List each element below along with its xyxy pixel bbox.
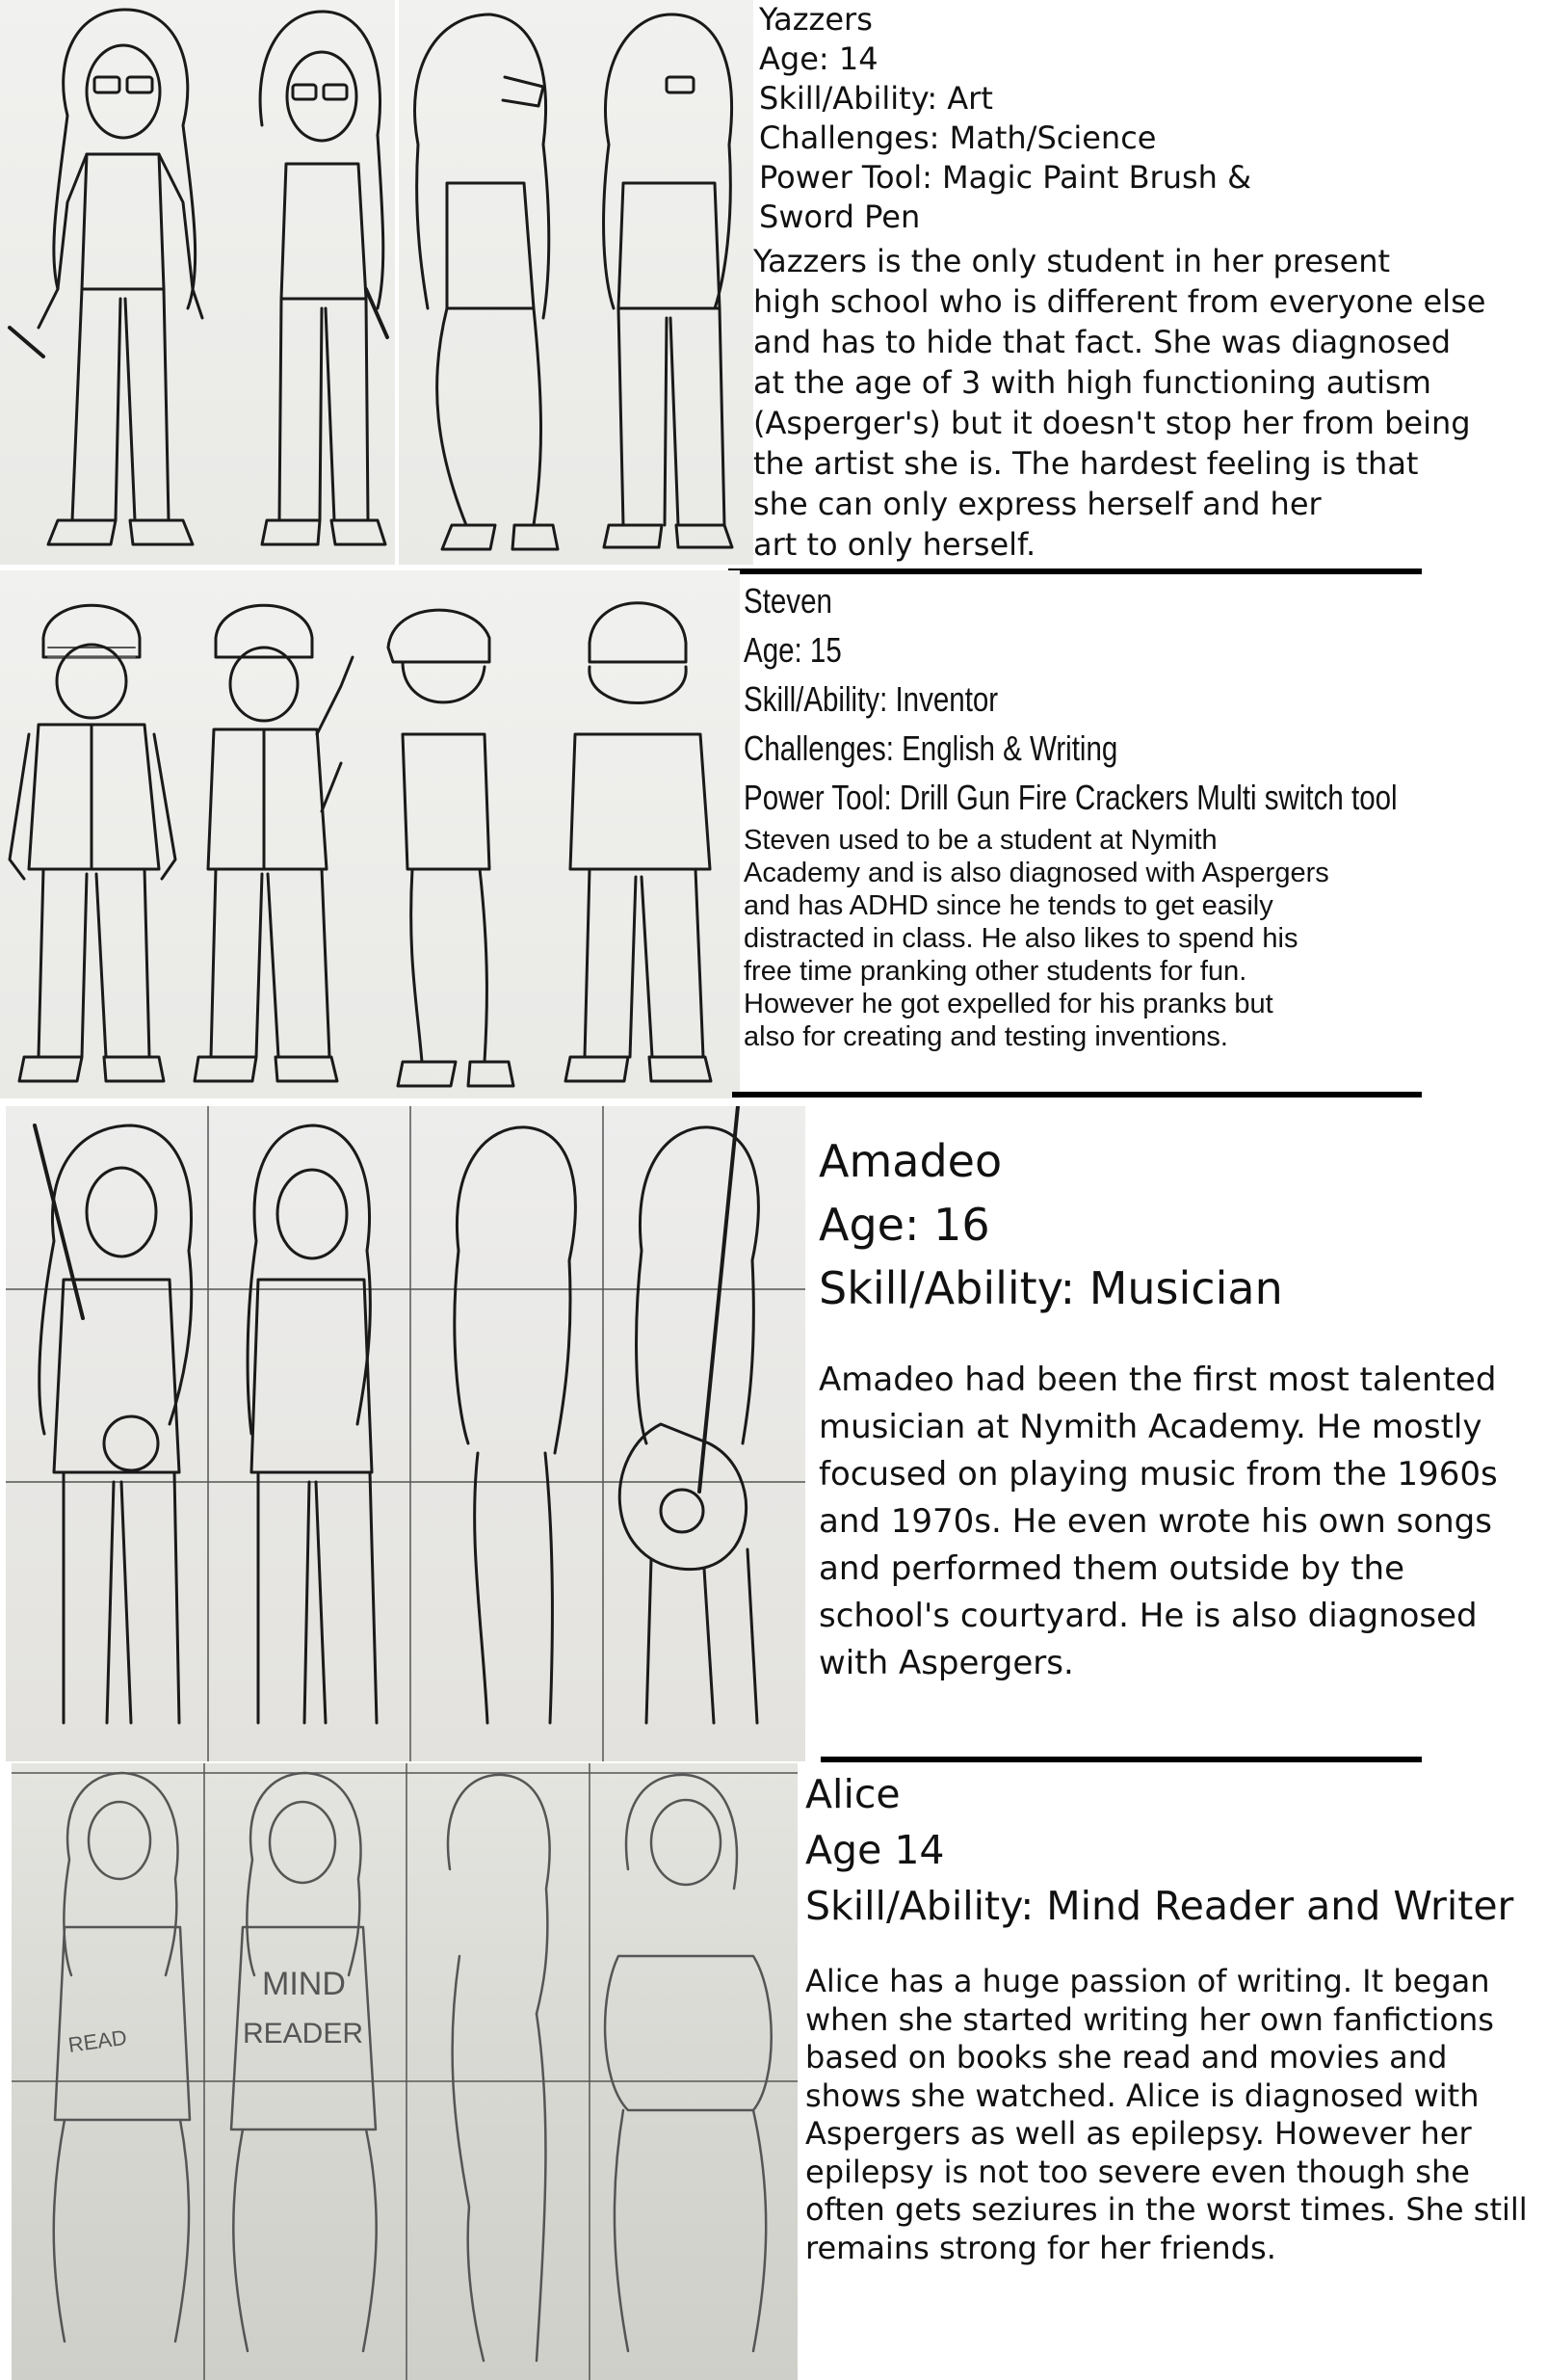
character-bio [744, 824, 1543, 1053]
yazzers-sketch-side [399, 0, 570, 565]
character-bio [819, 1357, 1541, 1687]
character-challenges: Challenges: Math/Science [759, 119, 1157, 156]
bio-line: often gets seziures in the worst times. She still [805, 2191, 1528, 2228]
bio-line: she can only express herself and her [753, 486, 1322, 522]
bio-line: Aspergers as well as epilepsy. However her [805, 2115, 1472, 2152]
bio-line: free time pranking other students for fun. [744, 956, 1247, 987]
steven-figure-side-drawing [364, 570, 532, 1098]
steven-sketch-4 [532, 570, 740, 1098]
bio-line: based on books she read and movies and [805, 2039, 1448, 2076]
character-skill: Skill/Ability: Art [759, 80, 993, 117]
yazzers-sketch-front-right [243, 0, 395, 565]
bio-line: focused on playing music from the 1960s [819, 1455, 1498, 1494]
yazzers-figure-front-drawing [0, 0, 243, 565]
bio-line: distracted in class. He also likes to spend his [744, 923, 1298, 954]
bio-line: when she started writing her own fanfictions [805, 2000, 1494, 2038]
character-skill: Skill/Ability: Musician [819, 1262, 1283, 1314]
character-name: Yazzers [759, 1, 873, 38]
bio-line: musician at Nymith Academy. He mostly [819, 1408, 1482, 1446]
yazzers-figure-side-drawing [399, 0, 570, 565]
alice-figures-drawing [12, 1763, 798, 2380]
bio-line: Steven used to be a student at Nymith [744, 825, 1218, 856]
bio-line: Amadeo had been the first most talented [819, 1361, 1497, 1399]
bio-line: and has ADHD since he tends to get easily [744, 890, 1273, 921]
amadeo-profile [819, 1129, 1541, 1687]
amadeo-figures-drawing [6, 1106, 805, 1761]
character-power-tool: Power Tool: Drill Gun Fire Crackers Multi switch tool [744, 778, 1398, 817]
alice-profile [805, 1766, 1547, 2267]
bio-line: However he got expelled for his pranks but [744, 989, 1273, 1019]
steven-figure-back-drawing [532, 570, 740, 1098]
steven-sketch-1 [0, 570, 187, 1098]
yazzers-sketch-back [570, 0, 753, 565]
bio-line: remains strong for her friends. [805, 2229, 1276, 2266]
bio-line: the artist she is. The hardest feeling is that [753, 445, 1419, 482]
bio-line: Alice has a huge passion of writing. It began [805, 1963, 1490, 1999]
steven-sketch-2 [187, 570, 364, 1098]
character-age: Age: 14 [759, 40, 878, 77]
bio-line: Yazzers is the only student in her present [753, 243, 1391, 279]
alice-sketch [12, 1763, 798, 2380]
section-divider [732, 1092, 1422, 1097]
character-name: Alice [805, 1771, 901, 1817]
yazzers-figure-back-drawing [570, 0, 753, 565]
yazzers-figure-three-quarter-drawing [243, 0, 395, 565]
steven-figure-three-quarter-drawing [187, 570, 364, 1098]
bio-line: at the age of 3 with high functioning autism [753, 364, 1431, 401]
amadeo-sketch [6, 1106, 805, 1761]
bio-line: school's courtyard. He is also diagnosed [819, 1597, 1478, 1635]
bio-line: art to only herself. [753, 526, 1036, 563]
character-age: Age: 15 [744, 630, 842, 670]
bio-line: (Asperger's) but it doesn't stop her from being [753, 405, 1471, 441]
bio-line: epilepsy is not too severe even though she [805, 2153, 1470, 2190]
section-divider [821, 1757, 1422, 1762]
section-divider [728, 569, 1422, 574]
steven-sketch-3 [364, 570, 532, 1098]
character-power-tool: Power Tool: Magic Paint Brush & [759, 159, 1252, 196]
character-bio [753, 241, 1539, 565]
bio-line: and 1970s. He even wrote his own songs [819, 1502, 1492, 1541]
character-name: Steven [744, 581, 832, 621]
bio-line: shows she watched. Alice is diagnosed with [805, 2076, 1480, 2114]
yazzers-profile [753, 0, 1539, 565]
bio-line: and performed them outside by the [819, 1549, 1405, 1588]
yazzers-sketch-front-left [0, 0, 243, 565]
bio-line: Academy and is also diagnosed with Aspergers [744, 858, 1329, 888]
character-name: Amadeo [819, 1135, 1003, 1187]
bio-line: and has to hide that fact. She was diagnosed [753, 324, 1451, 360]
character-age: Age: 16 [819, 1199, 990, 1251]
character-power-tool-cont: Sword Pen [759, 198, 921, 235]
alice-shirt-text-left: READ [66, 2024, 129, 2057]
bio-line: with Aspergers. [819, 1644, 1074, 1682]
character-bio [805, 1963, 1547, 2267]
steven-profile [744, 576, 1543, 1053]
bio-line: high school who is different from everyone else [753, 283, 1486, 320]
bio-line: also for creating and testing inventions. [744, 1021, 1228, 1052]
character-challenges: Challenges: English & Writing [744, 728, 1118, 768]
alice-shirt-text-reader: READER [243, 2018, 364, 2049]
alice-shirt-text-mind: MIND [262, 1966, 346, 2002]
character-skill: Skill/Ability: Inventor [744, 679, 999, 719]
character-age: Age 14 [805, 1827, 945, 1873]
steven-figure-front-drawing [0, 570, 187, 1098]
character-skill: Skill/Ability: Mind Reader and Writer [805, 1883, 1514, 1929]
